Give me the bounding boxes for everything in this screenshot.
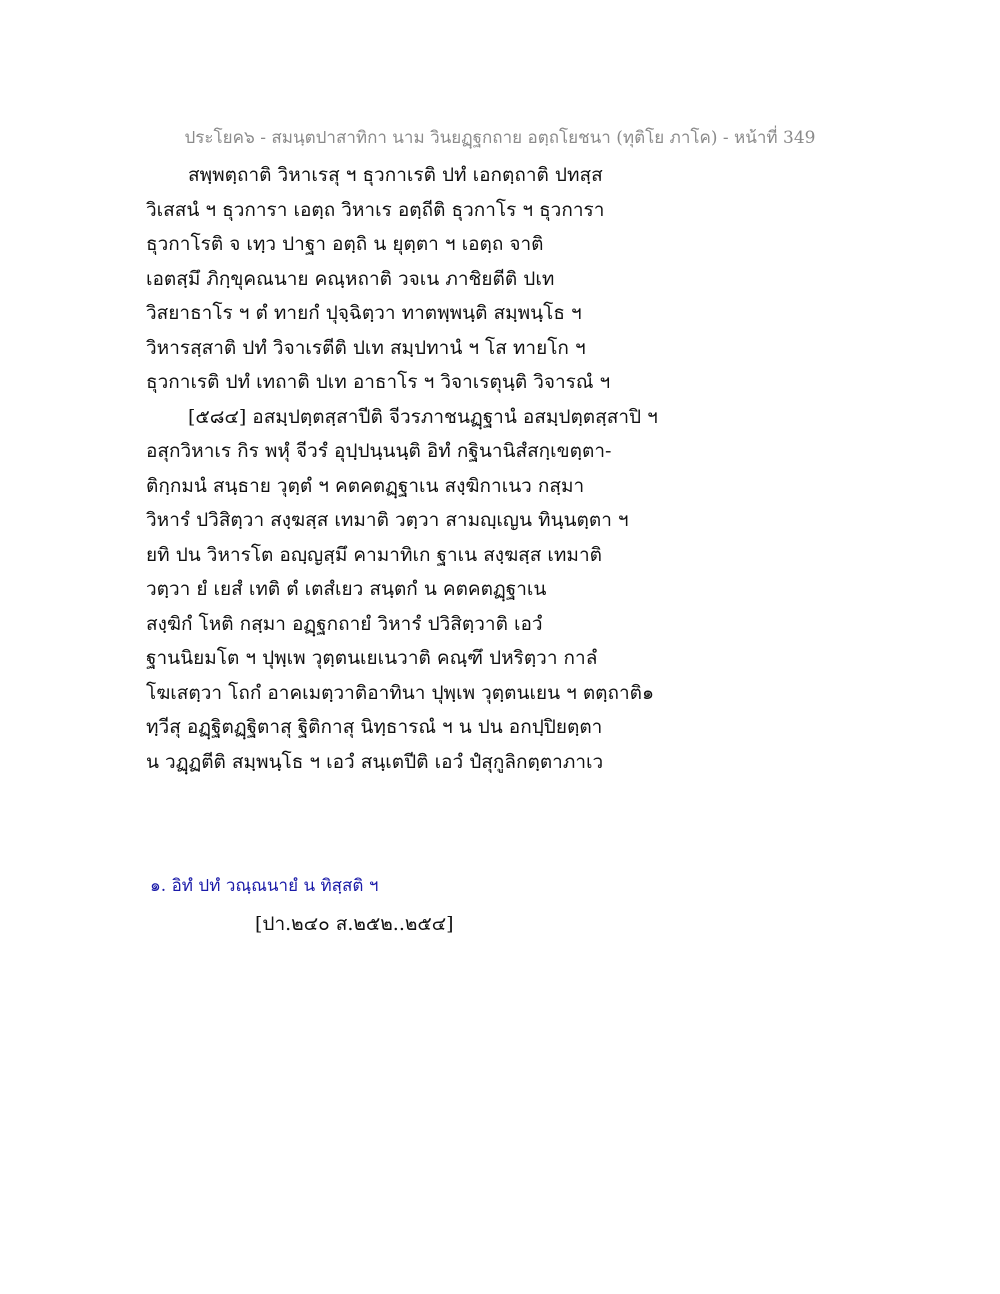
paragraph-line: น วฏฺฏตีติ สมฺพนฺโธ ฯ เอวํ สนฺเตปีติ เอวํ ปํสุกูลิกตฺตาภาเว (146, 750, 604, 773)
paragraph-line: ฐานนิยมโต ฯ ปุพฺเพ วุตฺตนเยเนวาติ คณฺฑึ ปหริตฺวา กาลํ (146, 647, 598, 669)
footnote: ๑. อิทํ ปทํ วณฺณนายํ น ทิสฺสติ ฯ (150, 876, 379, 896)
paragraph-line: วิหารสฺสาติ ปทํ วิจาเรตีติ ปเท สมฺปทานํ ฯ โส ทายโก ฯ (146, 336, 586, 359)
paragraph-line: สงฺฆิกํ โหติ กสฺมา อฏฺฐกถายํ วิหารํ ปวิสิตฺวาติ เอวํ (146, 612, 543, 635)
page-reference: [ปา.๒๔๐ ส.๒๕๒..๒๕๔] (255, 913, 454, 935)
paragraph-line: ติกฺกมนํ สนฺธาย วุตฺตํ ฯ คตคตฏฺฐาเน สงฺฆิกาเนว กสฺมา (146, 474, 585, 497)
paragraph-line: วิหารํ ปวิสิตฺวา สงฺฆสฺส เทมาติ วตฺวา สามญฺเญน ทินฺนตฺตา ฯ (146, 509, 629, 531)
running-head: ประโยค๖ - สมนฺตปาสาทิกา นาม วินยฏฺฐกถาย อตฺถโยชนา (ทุติโย ภาโค) - หน้าที่ 349 (184, 128, 816, 148)
paragraph-line: ยทิ ปน วิหารโต อญฺญสฺมึ คามาทิเก ฐาเน สงฺฆสฺส เทมาติ (146, 543, 602, 566)
paragraph-line: [๕๘๔] อสมฺปตฺตสฺสาปีติ จีวรภาชนฏฺฐานํ อสมฺปตฺตสฺสาปิ ฯ (188, 405, 658, 428)
paragraph-line: ทฺวีสุ อฏฺฐิตฏฺฐิตาสุ ฐิติกาสุ นิทฺธารณํ ฯ น ปน อกปฺปิยตฺตา (146, 716, 603, 738)
paragraph-line: วิเสสนํ ฯ ธุวการา เอตฺถ วิหาเร อตฺถีติ ธุวกาโร ฯ ธุวการา (146, 198, 605, 221)
paragraph-line: เอตสฺมึ ภิกฺขุคณนาย คณฺหถาติ วจเน ภาชิยตีติ ปเท (146, 267, 555, 290)
paragraph-line: วตฺวา ยํ เยสํ เทติ ตํ เตสํเยว สนฺตกํ น คตคตฏฺฐาเน (146, 578, 547, 600)
paragraph-line: อสุกวิหาเร กิร พหุํ จีวรํ อุปฺปนฺนนฺติ อิทํ กฐินานิสํสกฺเขตฺตา- (146, 440, 612, 462)
paragraph-line: ธุวกาเรติ ปทํ เทถาติ ปเท อาธาโร ฯ วิจาเรตุนฺติ วิจารณํ ฯ (146, 371, 611, 393)
paragraph-line: วิสยาธาโร ฯ ตํ ทายกํ ปุจฺฉิตฺวา ทาตพฺพนฺติ สมฺพนฺโธ ฯ (146, 302, 582, 324)
paragraph-line: สพฺพตฺถาติ วิหาเรสุ ฯ ธุวกาเรติ ปทํ เอกตฺถาติ ปทสฺส (188, 164, 603, 186)
paragraph-line: โฆเสตฺวา โถกํ อาคเมตฺวาติอาทินา ปุพฺเพ วุตฺตนเยน ฯ ตตฺถาติ๑ (146, 681, 655, 704)
paragraph-line: ธุวกาโรติ จ เทฺว ปาฐา อตฺถิ น ยุตฺตา ฯ เอตฺถ จาติ (146, 233, 544, 255)
body-text (146, 158, 866, 779)
